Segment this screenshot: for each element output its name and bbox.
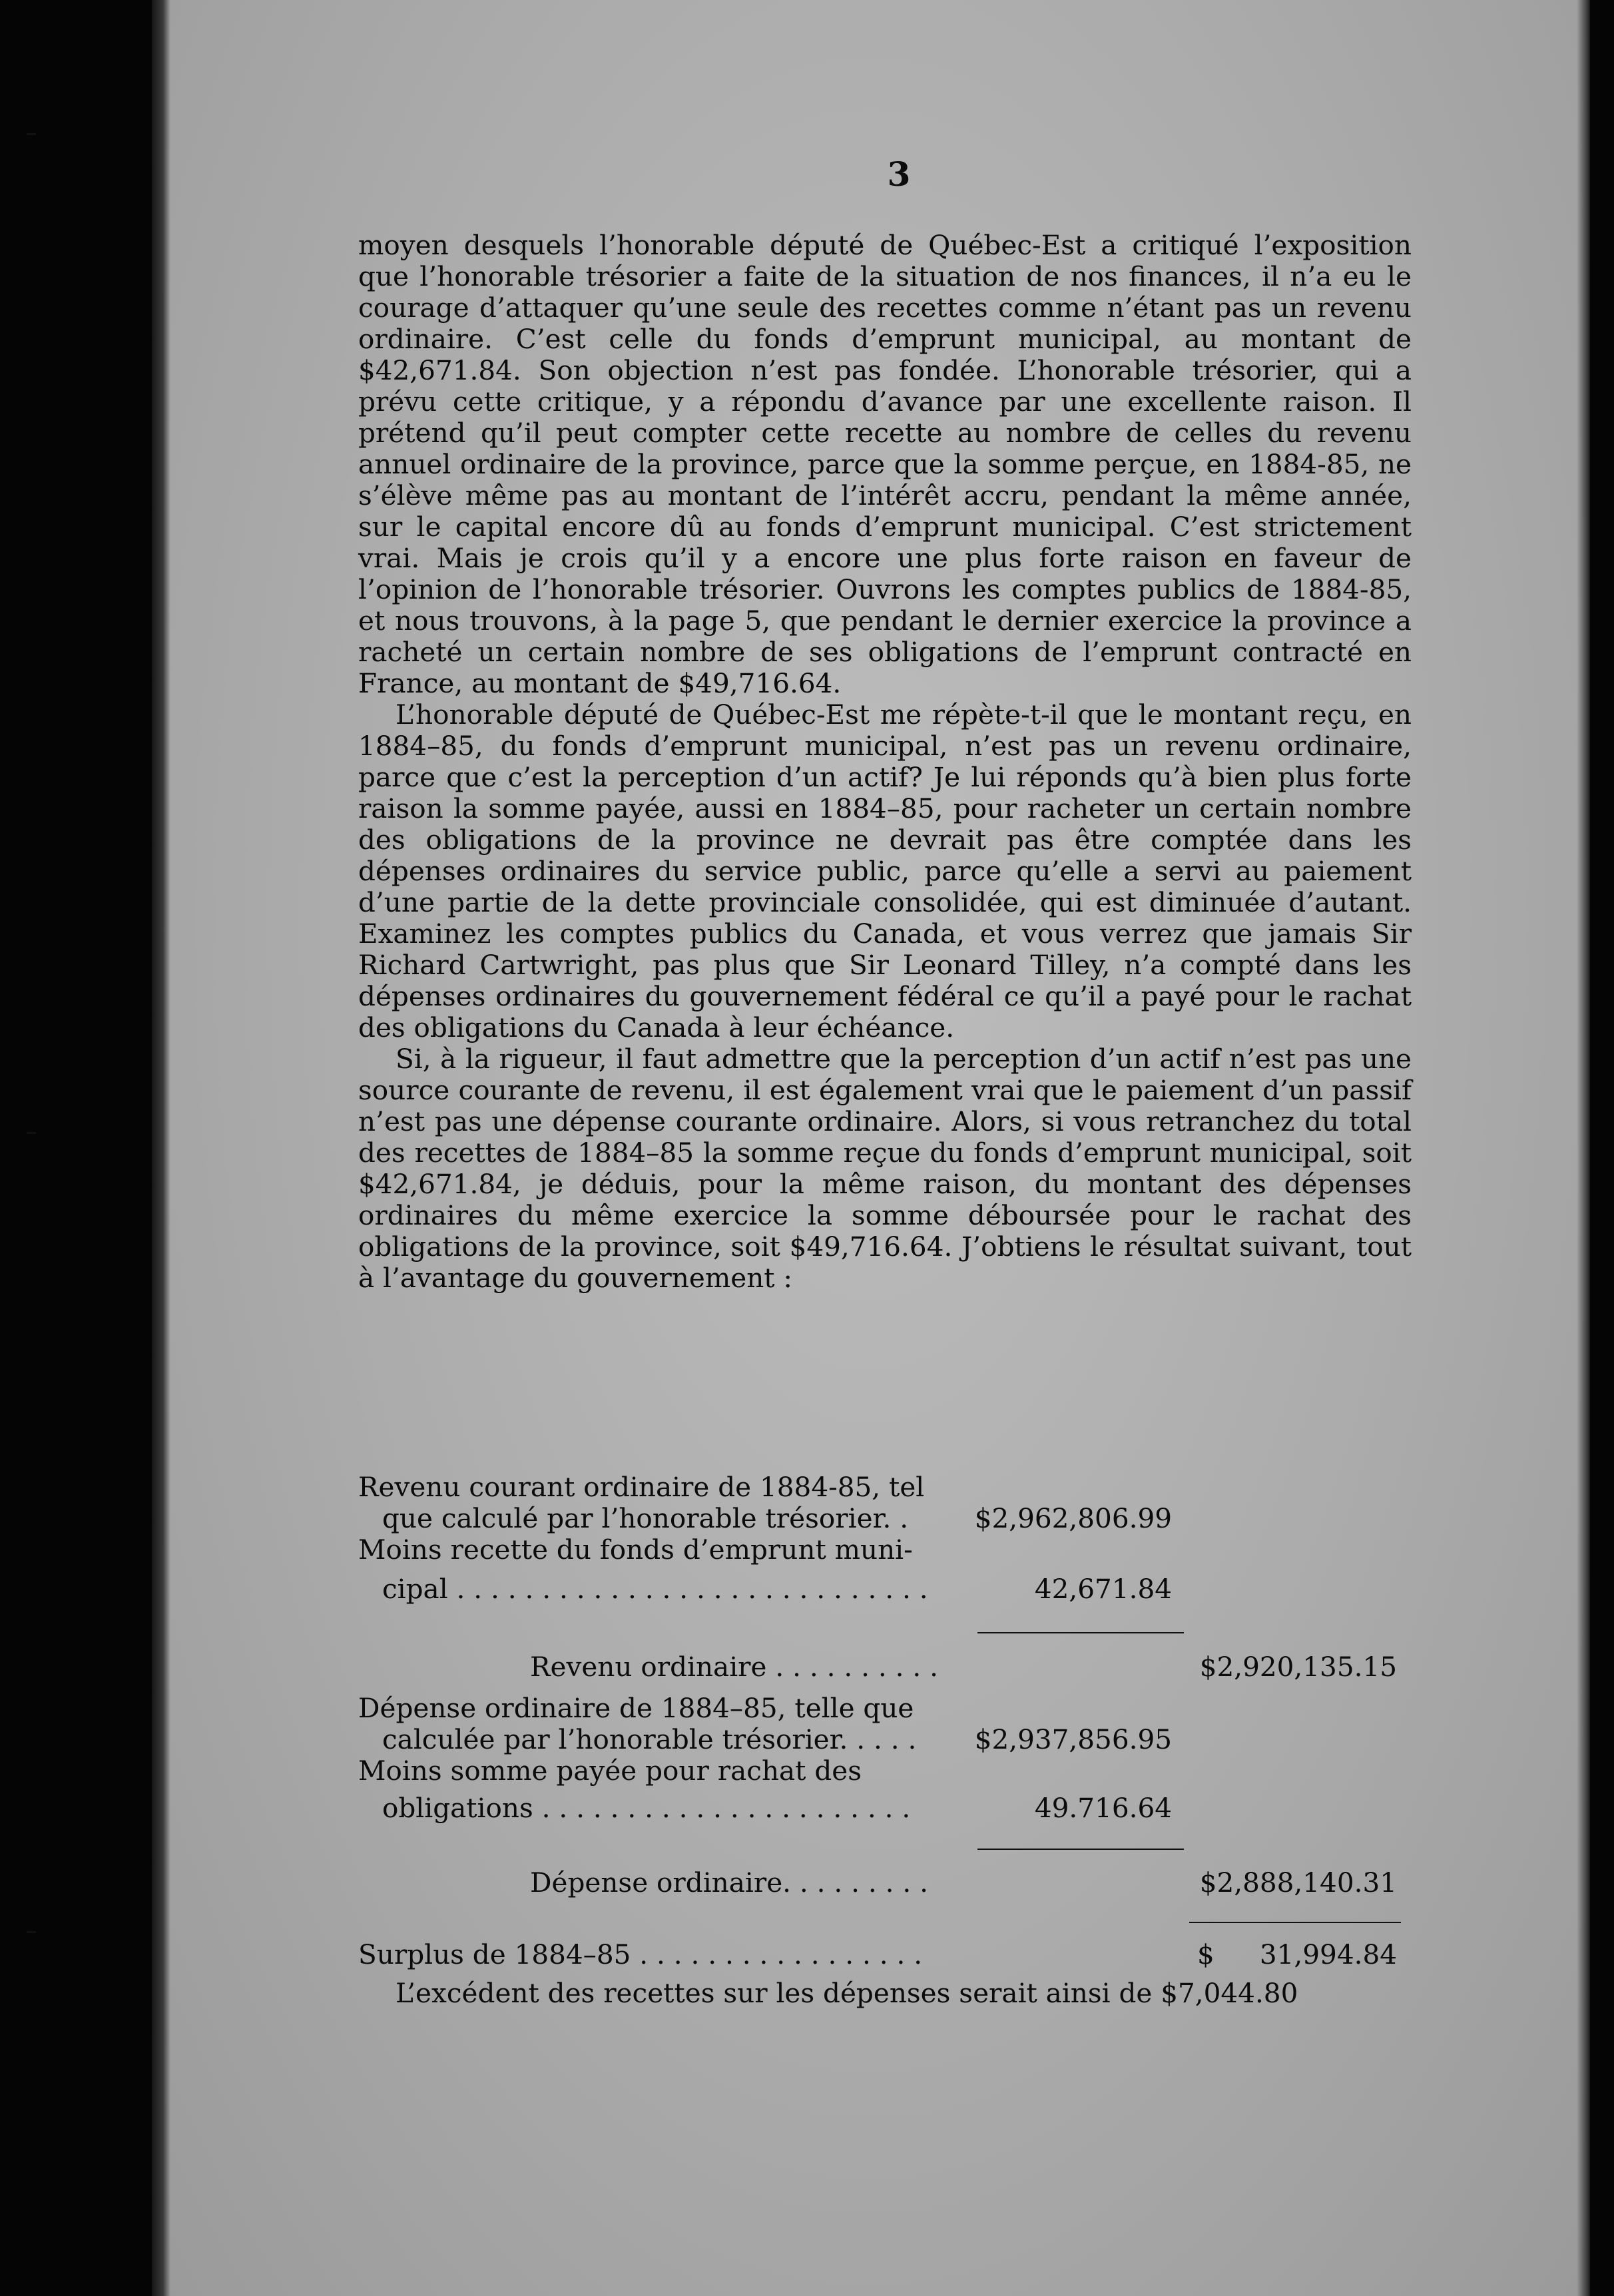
ordinary-revenue-amount: $2,920,135.15 (1199, 1651, 1397, 1683)
less-expense-label: Moins somme payée pour rachat des (358, 1755, 862, 1787)
surplus-currency: $ (1197, 1938, 1214, 1970)
right-page-edge (1577, 0, 1590, 2296)
surplus-amount: 31,994.84 (1259, 1938, 1397, 1970)
less-revenue-amount: 42,671.84 (1034, 1573, 1172, 1605)
subtotal-rule (977, 1632, 1184, 1633)
paragraph: moyen desquels l’honorable député de Québec-Est a critiqué l’exposition que l’honorable trésorier a faite de la situation de nos finances, il n’a eu le courage d’attaquer qu’une seule des recettes comme n’étant pas un revenu ordinaire. C’est celle du fonds d’emprunt municipal, au montant de $42,671.84. Son objection n’est pas fondée. L’honorable trésorier, qui a prévu cette critique, y a répondu d’avance par une excellente raison. Il prétend qu’il peut compter cette recette au nombre de celles du revenu annuel ordinaire de la province, parce que la somme perçue, en 1884-85, ne s’élève même pas au montant de l’intérêt accru, pendant la même année, sur le capital encore dû au fonds d’emprunt municipal. C’est strictement vrai. Mais je crois qu’il y a encore une plus forte raison en faveur de l’opinion de l’honorable trésorier. Ouvrons les comptes publics de 1884-85, et nous trouvons, à la page 5, que pendant le dernier exercice la province a racheté un certain nombre de ses obligations de l’emprunt contracté en France, au montant de $49,716.64. (358, 229, 1412, 699)
less-revenue-label: Moins recette du fonds d’emprunt muni- (358, 1534, 913, 1566)
margin-mark (27, 1931, 36, 1933)
revenue-label-cont: que calculé par l’honorable trésorier. . (382, 1502, 909, 1534)
revenue-label: Revenu courant ordinaire de 1884-85, tel (358, 1471, 925, 1503)
table-row (358, 1724, 1412, 1755)
table-row (358, 1503, 1412, 1534)
binding-shadow (152, 0, 170, 2296)
margin-mark (27, 1132, 36, 1134)
table-row (358, 1755, 1412, 1787)
page-number: 3 (887, 154, 911, 194)
surplus-label: Surplus de 1884–85 . . . . . . . . . . . . . . . . . (358, 1938, 923, 1970)
paragraph: L’honorable député de Québec-Est me répète-t-il que le montant reçu, en 1884–85, du fonds d’emprunt municipal, n’est pas un revenu ordinaire, parce que c’est la perception d’un actif? Je lui réponds qu’à bien plus forte raison la somme payée, aussi en 1884–85, pour racheter un certain nombre des obligations de la province ne devrait pas être comptée dans les dépenses ordinaires du service public, parce qu’elle a servi au paiement d’une partie de la dette provinciale consolidée, qui est diminuée d’autant. Examinez les comptes publics du Canada, et vous verrez que jamais Sir Richard Cartwright, pas plus que Sir Leonard Tilley, n’a compté dans les dépenses ordinaires du gouvernement fédéral ce qu’il a payé pour le rachat des obligations du Canada à leur échéance. (358, 699, 1412, 1043)
subtotal-rule (977, 1849, 1184, 1850)
body-text (358, 230, 1412, 1294)
expense-label: Dépense ordinaire de 1884–85, telle que (358, 1692, 914, 1724)
table-row (358, 1793, 1412, 1824)
less-expense-amount: 49.716.64 (1034, 1792, 1172, 1824)
table-row (358, 1651, 1412, 1683)
closing-line: L’excédent des recettes sur les dépenses serait ainsi de $7,044.80 (396, 1977, 1298, 2009)
margin-mark (27, 133, 36, 135)
less-revenue-label-cont: cipal . . . . . . . . . . . . . . . . . . . . . . . . . . . . (382, 1573, 928, 1605)
table-row (358, 1574, 1412, 1605)
less-expense-label-cont: obligations . . . . . . . . . . . . . . . . . . . . . . (382, 1792, 911, 1824)
table-row (358, 1693, 1412, 1724)
ordinary-expense-amount: $2,888,140.31 (1199, 1866, 1397, 1898)
table-row (358, 1472, 1412, 1503)
ordinary-revenue-label: Revenu ordinaire . . . . . . . . . . (530, 1651, 938, 1683)
total-rule (1189, 1922, 1401, 1923)
table-row (358, 1534, 1412, 1566)
paragraph: Si, à la rigueur, il faut admettre que la perception d’un actif n’est pas une source courante de revenu, il est également vrai que le paiement d’un passif n’est pas une dépense courante ordinaire. Alors, si vous retranchez du total des recettes de 1884–85 la somme reçue du fonds d’emprunt municipal, soit $42,671.84, je déduis, pour la même raison, du montant des dépenses ordinaires du même exercice la somme déboursée pour le rachat des obligations de la province, soit $49,716.64. J’obtiens le résultat suivant, tout à l’avantage du gouvernement : (358, 1043, 1412, 1294)
expense-amount: $2,937,856.95 (974, 1723, 1172, 1755)
table-row (358, 1939, 1412, 1970)
revenue-amount: $2,962,806.99 (974, 1502, 1172, 1534)
table-row (358, 1867, 1412, 1898)
expense-label-cont: calculée par l’honorable trésorier. . . . . (382, 1723, 917, 1755)
ordinary-expense-label: Dépense ordinaire. . . . . . . . . (530, 1866, 929, 1898)
